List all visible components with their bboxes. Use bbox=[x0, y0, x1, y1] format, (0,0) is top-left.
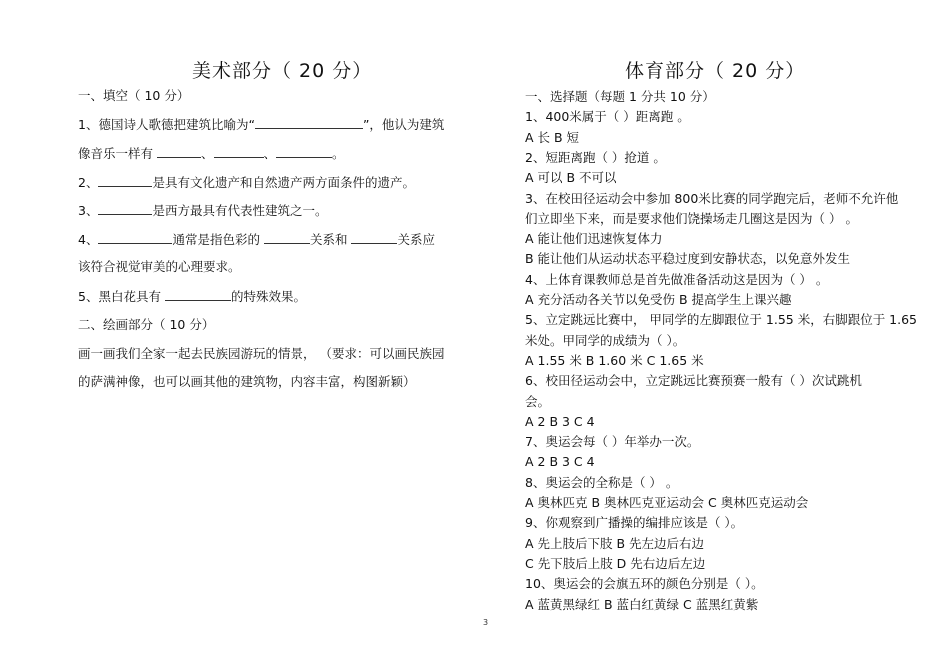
q1-text-a: 1、德国诗人歌德把建筑比喻为“ bbox=[78, 117, 255, 132]
pe-line: 9、你观察到广播操的编排应该是（ ）。 bbox=[525, 515, 744, 531]
pe-line: 8、奥运会的全称是（ ） 。 bbox=[525, 474, 679, 490]
question-1-line-2 bbox=[78, 145, 345, 162]
pe-line: A 能让他们迅速恢复体力 bbox=[525, 231, 663, 247]
separator: 。 bbox=[332, 146, 345, 161]
q5-text-a: 5、黑白花具有 bbox=[78, 289, 161, 304]
separator: 、 bbox=[263, 146, 277, 161]
pe-line: 米处。甲同学的成绩为（ ）。 bbox=[525, 332, 686, 348]
pe-line: 2、短距离跑（ ）抢道 。 bbox=[525, 149, 666, 165]
answer-blank bbox=[98, 202, 152, 215]
answer-blank bbox=[276, 145, 332, 158]
pe-line: 4、上体育课教师总是首先做准备活动这是因为（ ） 。 bbox=[525, 271, 829, 287]
q2-number: 2、 bbox=[78, 175, 99, 190]
answer-blank bbox=[264, 231, 310, 244]
pe-line: A 2 B 3 C 4 bbox=[525, 413, 595, 429]
question-2 bbox=[78, 174, 415, 191]
q3-text: 是西方最具有代表性建筑之一。 bbox=[152, 203, 328, 218]
q4-number: 4、 bbox=[78, 232, 99, 247]
answer-blank bbox=[165, 288, 231, 301]
answer-blank bbox=[98, 174, 152, 187]
question-4-line-2: 该符合视觉审美的心理要求。 bbox=[78, 259, 241, 274]
answer-blank bbox=[351, 231, 397, 244]
pe-title: 体育部分（ 20 分） bbox=[625, 60, 806, 82]
pe-line: 一、选择题（每题 1 分共 10 分） bbox=[525, 89, 715, 104]
q4-text-b: 关系和 bbox=[309, 232, 348, 247]
drawing-instruction-line-1: 画一画我们全家一起去民族园游玩的情景， （要求：可以画民族园 bbox=[78, 346, 445, 361]
q5-text-b: 的特殊效果。 bbox=[230, 289, 306, 304]
q1-text-c: 像音乐一样有 bbox=[78, 146, 154, 161]
answer-blank bbox=[157, 145, 201, 158]
pe-line: A 充分活动各关节以免受伤 B 提高学生上课兴趣 bbox=[525, 292, 792, 307]
q1-text-b: ”，他认为建筑 bbox=[362, 117, 445, 132]
separator: 、 bbox=[201, 146, 214, 161]
q2-text: 是具有文化遗产和自然遗产两方面条件的遗产。 bbox=[152, 175, 415, 190]
pe-line: 6、校田径运动会中，立定跳远比赛预赛一般有（ ）次试跳机 bbox=[525, 373, 862, 389]
pe-line: A 2 B 3 C 4 bbox=[525, 454, 595, 470]
question-1-line-1 bbox=[78, 116, 444, 133]
pe-line: 5、立定跳远比赛中， 甲同学的左脚跟位于 1.55 米，右脚跟位于 1.65 bbox=[525, 312, 918, 328]
pe-line: C 先下肢后上肢 D 先右边后左边 bbox=[525, 555, 706, 571]
answer-blank bbox=[255, 116, 363, 129]
pe-line: A 长 B 短 bbox=[525, 129, 580, 145]
question-5 bbox=[78, 288, 306, 305]
drawing-heading: 二、绘画部分（ 10 分） bbox=[78, 317, 215, 332]
q4-text-a: 通常是指色彩的 bbox=[172, 232, 260, 247]
pe-line: A 先上肢后下肢 B 先左边后右边 bbox=[525, 535, 705, 551]
pe-line: A 蓝黄黑绿红 B 蓝白红黄绿 C 蓝黑红黄紫 bbox=[525, 596, 759, 612]
answer-blank bbox=[214, 145, 264, 158]
pe-line: 1、400米属于（ ）距离跑 。 bbox=[525, 109, 690, 125]
fill-blank-heading: 一、填空（ 10 分） bbox=[78, 88, 190, 103]
pe-line: B 能让他们从运动状态平稳过度到安静状态，以免意外发生 bbox=[525, 251, 851, 267]
pe-line: 们立即坐下来，而是要求他们饶操场走几圈这是因为（ ） 。 bbox=[525, 210, 858, 226]
q4-text-c: 关系应 bbox=[397, 232, 435, 247]
drawing-instruction-line-2: 的萨满神像，也可以画其他的建筑物，内容丰富，构图新颖） bbox=[78, 374, 416, 389]
pe-line: 7、奥运会每（ ）年举办一次。 bbox=[525, 434, 700, 450]
art-title: 美术部分（ 20 分） bbox=[192, 60, 373, 82]
pe-line: 3、在校田径运动会中参加 800米比赛的同学跑完后，老师不允许他 bbox=[525, 190, 899, 206]
question-3 bbox=[78, 202, 327, 219]
question-4-line-1 bbox=[78, 231, 435, 248]
pe-line: 会。 bbox=[525, 393, 551, 409]
pe-line: A 可以 B 不可以 bbox=[525, 170, 617, 186]
q3-number: 3、 bbox=[78, 203, 99, 218]
page-number: 3 bbox=[483, 618, 489, 627]
pe-line: A 奥林匹克 B 奥林匹克亚运动会 C 奥林匹克运动会 bbox=[525, 495, 809, 510]
pe-line: A 1.55 米 B 1.60 米 C 1.65 米 bbox=[525, 352, 704, 368]
pe-line: 10、奥运会的会旗五环的颜色分别是（ ）。 bbox=[525, 576, 764, 592]
answer-blank bbox=[98, 231, 172, 244]
